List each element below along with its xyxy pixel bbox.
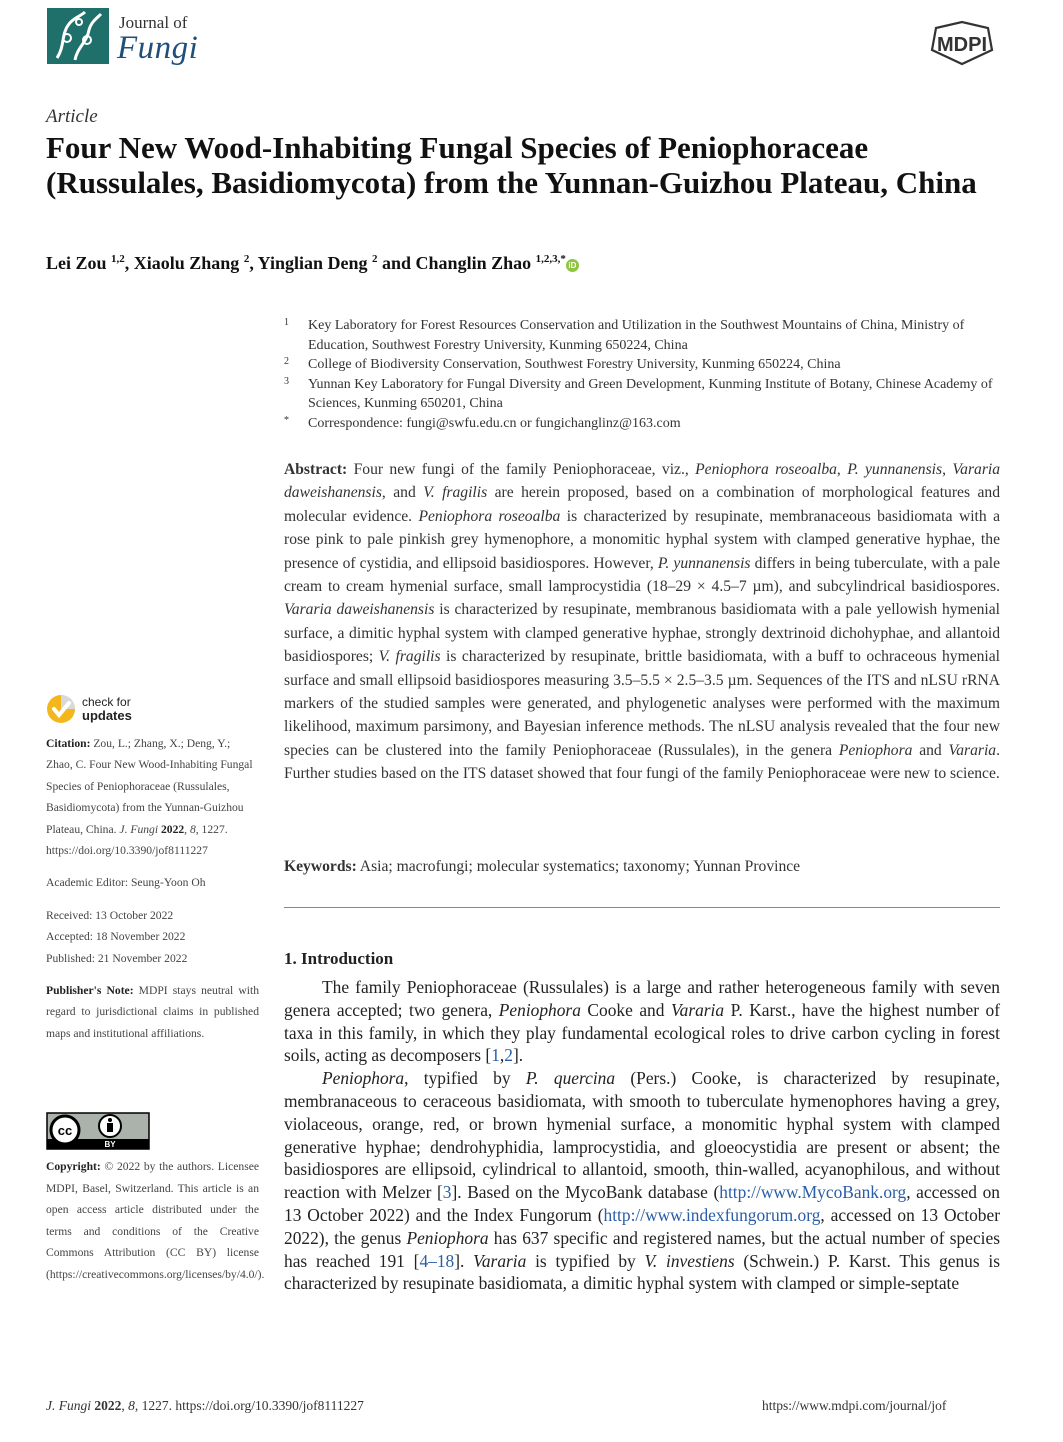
- intro-italic: Peniophora: [406, 1227, 489, 1248]
- affiliation-number: 2: [284, 356, 289, 367]
- article-type: Article: [46, 106, 98, 127]
- intro-italic: P. quercina: [525, 1068, 616, 1089]
- intro-text: ].: [454, 1250, 474, 1271]
- abstract-italic: Peniophora: [838, 741, 913, 759]
- section-heading-introduction: 1. Introduction: [284, 949, 394, 968]
- intro-link[interactable]: http://www.indexfungorum.org: [603, 1204, 821, 1225]
- keywords: [284, 858, 1000, 876]
- affiliation-text: Correspondence: fungi@swfu.edu.cn or fungichanglinz@163.com: [308, 415, 681, 431]
- intro-text: P. Karst., have the highest number of taxa in this family, in which they play fundamental ecological roles to drive carbon cycling in forest soils, acting as decomposers [: [284, 999, 1000, 1066]
- author-separator: ,: [249, 253, 258, 273]
- publisher-note-text: MDPI stays neutral with regard to jurisdictional claims in published maps and institutional affiliations.: [46, 984, 259, 1040]
- mdpi-logo[interactable]: [922, 20, 1002, 66]
- abstract-italic: Peniophora roseoalba: [695, 461, 837, 478]
- author-affiliation-marks: 2: [243, 253, 250, 265]
- intro-text: The family Peniophoraceae (Russulales) is a large and rather heterogeneous family with seven genera accepted; two genera,: [284, 977, 1000, 1020]
- intro-text: has 637 specific and registered names, but the actual number of species has reached 191 [: [284, 1227, 1000, 1271]
- author-name[interactable]: Yinglian Deng: [257, 253, 368, 273]
- abstract-text: is characterized by resupinate, membranous basidiomata with a pale yellowish hymenial surface, a dimitic hyphal system with clamped generative hyphae, strongly dextrinoid dichohyphae, and allantoid basidiospores;: [284, 601, 1000, 666]
- intro-link[interactable]: http://www.MycoBank.org: [719, 1182, 907, 1203]
- abstract-text: , and: [381, 484, 424, 502]
- citation-italic: J. Fungi: [119, 822, 159, 836]
- intro-text: (Pers.) Cooke, is characterized by resupinate, membranaceous to ceraceous basidiomata, with smooth to tuberculate hymenophores having a grey, violaceous, orange, red, or brown hymenial surface, a monomitic hyphal system with clamped generative hyphae; dendrohyphidia, lamprocystidia, and gloeocystidia are present or absent; the basidiospores are ellipsoid, cylindrical to allantoid, smooth, thin-walled, acyanophilous, and without reaction with Melzer [: [284, 1068, 1000, 1203]
- footer-italic: 8: [128, 1398, 135, 1413]
- abstract-text: is characterized by resupinate, brittle basidiomata, with a buff to ochraceous hymenial surface and small ellipsoid basidiospores measuring 3.5–5.5 × 2.5–3.5 µm. Sequences of the ITS and nLSU rRNA markers of the studied samples were generated, and phylogenetic analyses were performed with the maximum likelihood, maximum parsimony, and Bayesian inference methods. The nLSU analysis revealed that the four new species can be clustered into the family Peniophoraceae (Russulales), in the genera: [284, 648, 1001, 759]
- citation: [46, 733, 259, 861]
- published-date: Published: 21 November 2022: [46, 951, 188, 965]
- footer-text: ,: [121, 1398, 129, 1413]
- abstract-italic: Peniophora roseoalba: [418, 507, 561, 525]
- abstract-text: . Further studies based on the ITS dataset showed that four fungi of the family Peniophoraceae were new to science.: [284, 741, 1000, 783]
- abstract-text: and: [912, 741, 949, 759]
- check-for-updates-label[interactable]: [82, 696, 132, 723]
- author-affiliation-marks: 2: [372, 253, 378, 265]
- affiliation-number: 3: [284, 375, 289, 387]
- abstract-text: are herein proposed, based on a combination of morphological features and molecular evidence.: [284, 484, 1000, 525]
- affiliation-item: [284, 414, 1004, 434]
- journal-of-label: Journal of: [119, 13, 188, 32]
- abstract-italic: P. yunnanensis: [847, 461, 943, 478]
- intro-text: (Schwein.) P. Karst. This genus is characterized by resupinate basidiomata, a dimitic hyphal system with clamped or simple-septate: [284, 1250, 1000, 1294]
- orcid-icon[interactable]: iD: [566, 259, 579, 272]
- affiliations: [284, 316, 1004, 433]
- check-for-updates-icon: [46, 694, 76, 724]
- journal-logo: [47, 8, 109, 64]
- mdpi-logo-icon: [922, 20, 1002, 66]
- citation-text: ,: [184, 822, 190, 836]
- abstract-text: Four new fungi of the family Peniophoraceae, viz.,: [347, 461, 696, 478]
- copyright-text: © 2022 by the authors. Licensee MDPI, Basel, Switzerland. This article is an open access article distributed under the terms and conditions of the Creative Commons Attribution (CC BY) license (https://creativecommons.org/licenses/by/4.0/).: [46, 1160, 265, 1281]
- section-divider: [284, 907, 1000, 908]
- intro-italic: Peniophora: [498, 999, 581, 1020]
- intro-link[interactable]: 1: [491, 1045, 500, 1066]
- abstract-italic: V. fragilis: [378, 648, 441, 666]
- accepted-date: Accepted: 18 November 2022: [46, 930, 186, 944]
- keywords-label: Keywords:: [284, 858, 357, 875]
- author-name[interactable]: Changlin Zhao: [415, 253, 532, 273]
- intro-text: , typified by: [404, 1068, 526, 1089]
- author-separator: and: [377, 253, 416, 273]
- abstract-italic: Vararia daweishanensis: [284, 601, 435, 619]
- author-name[interactable]: Xiaolu Zhang: [133, 253, 240, 273]
- introduction-paragraph: [284, 1067, 1000, 1295]
- publisher-note-label: Publisher's Note:: [46, 984, 134, 998]
- dates: [46, 905, 259, 969]
- author-affiliation-marks: 1,2,3,*: [535, 253, 566, 265]
- cc-by-license-badge[interactable]: [46, 1112, 150, 1150]
- footer-journal-url[interactable]: https://www.mdpi.com/journal/jof: [762, 1398, 947, 1413]
- author-name[interactable]: Lei Zou: [46, 253, 107, 273]
- sidebar-metadata: [46, 733, 259, 1055]
- academic-editor: Academic Editor: Seung-Yoon Oh: [46, 876, 206, 890]
- publisher-note: [46, 980, 259, 1044]
- citation-bold: 2022: [160, 822, 185, 836]
- intro-text: is typified by: [526, 1250, 645, 1271]
- intro-italic: Peniophora: [322, 1068, 405, 1089]
- intro-text: ]. Based on the MycoBank database (: [451, 1182, 720, 1203]
- citation-text: [46, 737, 253, 857]
- footer-bold: 2022: [94, 1398, 122, 1413]
- affiliation-item: [284, 375, 1004, 414]
- intro-italic: V. investiens: [644, 1250, 735, 1271]
- article-title: Four New Wood-Inhabiting Fungal Species of Peniophoraceae (Russulales, Basidiomycota) from the Yunnan-Guizhou Plateau, China: [46, 130, 977, 200]
- abstract-text: differs in being tuberculate, with a pale cream to cream hymenial surface, small lamprocystidia (18–29 × 4.5–7 µm), and subcylindrical basidiospores.: [284, 554, 1000, 596]
- intro-italic: Vararia: [473, 1250, 527, 1271]
- affiliation-text: College of Biodiversity Conservation, Southwest Forestry University, Kunming 650224, China: [308, 357, 841, 372]
- check-line1: check for: [82, 695, 131, 709]
- abstract-italic: P. yunnanensis: [657, 554, 751, 572]
- intro-text: ,: [499, 1045, 505, 1066]
- abstract: [284, 458, 1000, 786]
- intro-text: , accessed on 13 October 2022), the genus: [284, 1204, 1000, 1248]
- footer-italic: J. Fungi: [46, 1398, 91, 1413]
- introduction-body: [284, 976, 1000, 1295]
- footer-citation: [46, 1398, 364, 1414]
- abstract-italic: Vararia: [948, 741, 997, 759]
- svg-text:cc: cc: [57, 1123, 73, 1138]
- footer-text: , 1227. https://doi.org/10.3390/jof8111227: [134, 1398, 364, 1413]
- intro-italic: Vararia: [670, 999, 725, 1020]
- affiliation-text: Key Laboratory for Forest Resources Conservation and Utilization in the Southwest Mountains of China, Ministry of Education, Southwest Forestry University, Kunming 650224, China: [308, 318, 965, 353]
- abstract-italic: Vararia daweishanensis: [284, 461, 1001, 502]
- keywords-text: Asia; macrofungi; molecular systematics; taxonomy; Yunnan Province: [356, 858, 801, 875]
- affiliation-text: Yunnan Key Laboratory for Fungal Diversity and Green Development, Kunming Institute of Botany, Chinese Academy of Sciences, Kunming 650201, China: [308, 376, 993, 411]
- author-list: [46, 253, 579, 274]
- affiliation-item: [284, 316, 1004, 355]
- svg-text:MDPI: MDPI: [937, 34, 987, 56]
- check-line2: updates: [82, 708, 132, 723]
- intro-link[interactable]: 3: [442, 1182, 452, 1203]
- copyright-label: Copyright:: [46, 1160, 101, 1173]
- abstract-text: ,: [836, 461, 848, 478]
- author-affiliation-marks: 1,2: [111, 253, 125, 265]
- received-date: Received: 13 October 2022: [46, 908, 174, 922]
- abstract-text: is characterized by resupinate, membranaceous basidiomata with a rose pink to pale pinkish grey hymenophore, a monomitic hyphal system with clamped generative hyphae, the presence of cystidia, and ellipsoid basidiospores. However,: [284, 507, 1001, 572]
- affiliation-number: *: [284, 414, 289, 426]
- intro-text: , accessed on 13 October 2022) and the Index Fungorum (: [284, 1182, 1000, 1225]
- citation-text: Zou, L.; Zhang, X.; Deng, Y.; Zhao, C. Four New Wood-Inhabiting Fungal Species of Peniophoraceae (Russulales, Basidiomycota) from the Yunnan-Guizhou Plateau, China.: [46, 737, 253, 836]
- citation-italic: 8: [189, 822, 196, 836]
- journal-name: Fungi: [117, 30, 199, 66]
- citation-text: , 1227. https://doi.org/10.3390/jof8111227: [46, 822, 228, 858]
- cc-by-icon: [46, 1112, 150, 1150]
- fungi-logo-icon: [47, 8, 109, 64]
- intro-link[interactable]: 4–18: [419, 1250, 455, 1271]
- affiliation-item: [284, 355, 1004, 375]
- check-for-updates-button[interactable]: [46, 694, 76, 724]
- intro-text: Cooke and: [580, 999, 671, 1020]
- abstract-text: ,: [942, 461, 953, 478]
- introduction-paragraph: [284, 976, 1000, 1067]
- intro-link[interactable]: 2: [504, 1045, 513, 1066]
- abstract-italic: V. fragilis: [423, 484, 488, 502]
- intro-text: ].: [512, 1045, 524, 1066]
- affiliation-number: 1: [284, 317, 289, 328]
- author-separator: ,: [124, 253, 134, 273]
- copyright-notice: [46, 1156, 265, 1286]
- citation-label: Citation:: [46, 737, 91, 750]
- abstract-label: Abstract:: [284, 461, 348, 478]
- svg-text:BY: BY: [104, 1140, 116, 1149]
